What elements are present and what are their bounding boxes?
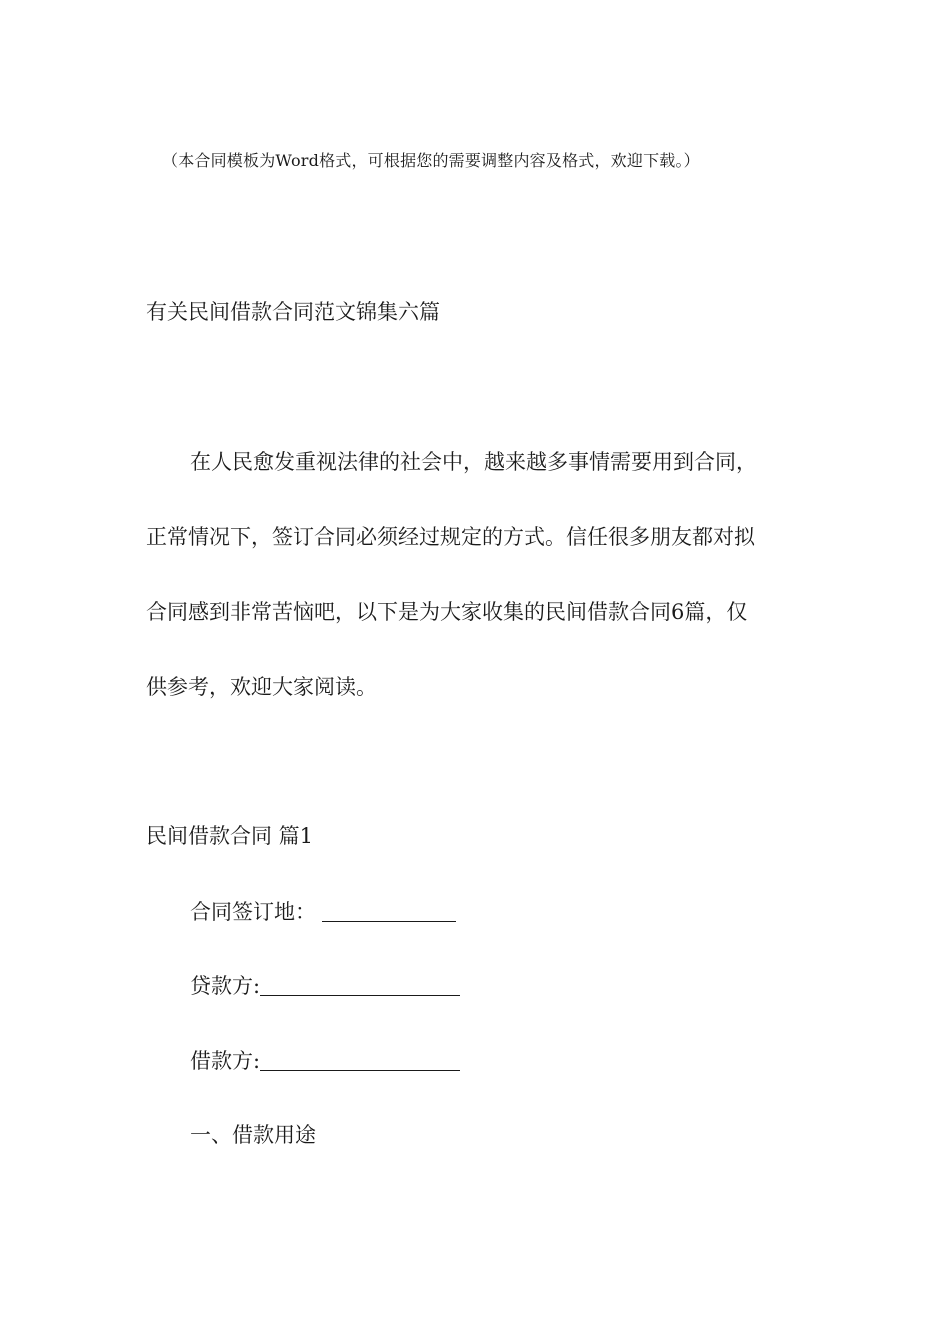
template-note: （本合同模板为Word格式，可根据您的需要调整内容及格式，欢迎下载。）	[162, 151, 700, 170]
signing-place-label: 合同签订地：	[190, 900, 316, 924]
document-title: 有关民间借款合同范文锦集六篇	[146, 300, 440, 324]
borrower-field	[190, 1050, 460, 1072]
intro-line-3: 合同感到非常苦恼吧，以下是为大家收集的民间借款合同6篇，仅	[146, 600, 748, 624]
lender-blank[interactable]	[260, 975, 460, 996]
intro-line-1: 在人民愈发重视法律的社会中，越来越多事情需要用到合同，	[190, 450, 757, 474]
section-heading: 民间借款合同 篇1	[146, 824, 314, 848]
lender-label: 贷款方:	[190, 974, 261, 998]
intro-line-4: 供参考，欢迎大家阅读。	[146, 675, 377, 699]
intro-line-2: 正常情况下，签订合同必须经过规定的方式。信任很多朋友都对拟	[146, 525, 755, 549]
lender-field	[190, 975, 460, 997]
signing-place-blank[interactable]	[322, 901, 456, 922]
borrower-blank[interactable]	[260, 1050, 460, 1071]
borrower-label: 借款方:	[190, 1049, 261, 1073]
clause-heading: 一、借款用途	[190, 1123, 316, 1147]
signing-place-field	[190, 901, 456, 923]
